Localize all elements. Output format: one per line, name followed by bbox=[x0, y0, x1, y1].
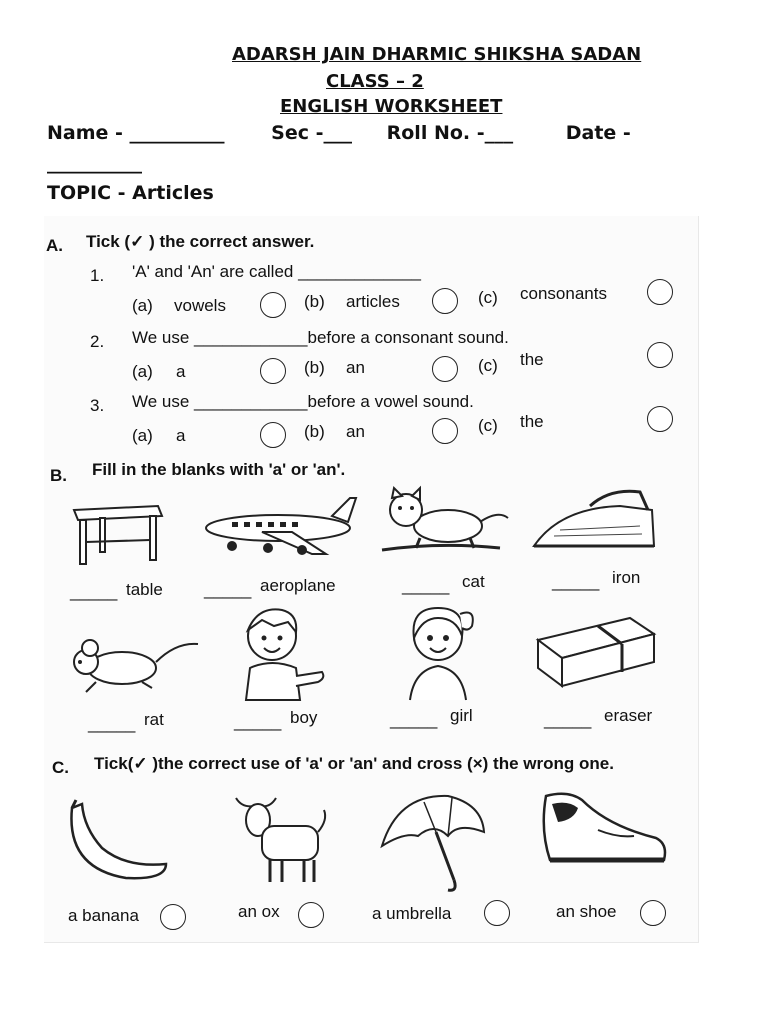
blank-line[interactable]: _____ bbox=[204, 580, 252, 599]
answer-circle[interactable] bbox=[640, 900, 666, 926]
date-label: Date - bbox=[565, 122, 631, 144]
question-text: 'A' and 'An' are called _____________ bbox=[132, 262, 421, 281]
class-title: CLASS – 2 bbox=[326, 71, 424, 92]
option-text: the bbox=[520, 412, 544, 431]
option-text: articles bbox=[346, 292, 400, 311]
ox-icon bbox=[232, 790, 332, 886]
boy-icon bbox=[238, 606, 328, 702]
phrase-label: a umbrella bbox=[372, 904, 452, 923]
option-key: (b) bbox=[304, 422, 325, 441]
instruction-text: ) the wrong one. bbox=[482, 754, 614, 773]
section-c-letter: C. bbox=[52, 758, 69, 777]
option-text: consonants bbox=[520, 284, 607, 303]
shoe-icon bbox=[538, 790, 670, 876]
option-key: (c) bbox=[478, 356, 498, 375]
option-text: an bbox=[346, 358, 365, 377]
option-text: a bbox=[176, 362, 186, 381]
word-label: eraser bbox=[604, 706, 653, 725]
instruction-text: Tick ( bbox=[86, 232, 131, 251]
cross-icon: × bbox=[472, 754, 483, 773]
instruction-text: Tick( bbox=[94, 754, 134, 773]
word-label: girl bbox=[450, 706, 473, 725]
phrase-label: an shoe bbox=[556, 902, 617, 921]
option-key: (a) bbox=[132, 362, 153, 381]
blank-line[interactable]: _____ bbox=[70, 582, 118, 601]
instruction-text: )the correct use of 'a' or 'an' and cross ( bbox=[147, 754, 473, 773]
option-text: vowels bbox=[174, 296, 226, 315]
option-key: (a) bbox=[132, 426, 153, 445]
word-label: iron bbox=[612, 568, 641, 587]
umbrella-icon bbox=[378, 792, 488, 896]
blank-line[interactable]: _____ bbox=[552, 572, 600, 591]
name-field[interactable]: Name - __________ bbox=[47, 122, 225, 144]
banana-icon bbox=[66, 798, 170, 882]
word-label: aeroplane bbox=[260, 576, 336, 595]
word-label: table bbox=[126, 580, 163, 599]
answer-circle[interactable] bbox=[647, 279, 673, 305]
word-label: rat bbox=[144, 710, 164, 729]
question-number: 2. bbox=[90, 332, 105, 351]
answer-circle[interactable] bbox=[298, 902, 324, 928]
answer-circle[interactable] bbox=[260, 292, 286, 318]
answer-circle[interactable] bbox=[260, 422, 286, 448]
blank-line[interactable]: _____ bbox=[544, 710, 592, 729]
table-icon bbox=[72, 502, 162, 568]
answer-circle[interactable] bbox=[260, 358, 286, 384]
section-a-letter: A. bbox=[46, 236, 63, 255]
question-number: 1. bbox=[90, 266, 105, 285]
aeroplane-icon bbox=[202, 498, 362, 560]
option-text: a bbox=[176, 426, 186, 445]
rat-icon bbox=[66, 632, 200, 696]
topic-label: TOPIC - Articles bbox=[47, 182, 214, 204]
answer-circle[interactable] bbox=[484, 900, 510, 926]
option-key: (b) bbox=[304, 292, 325, 311]
option-text: the bbox=[520, 350, 544, 369]
section-a-instruction bbox=[86, 232, 314, 252]
sec-field[interactable]: Sec -___ bbox=[271, 122, 352, 144]
blank-line[interactable]: _____ bbox=[402, 576, 450, 595]
tick-icon: ✓ bbox=[130, 232, 145, 251]
girl-icon bbox=[400, 602, 480, 702]
section-b-instruction: Fill in the blanks with 'a' or 'an'. bbox=[92, 460, 346, 479]
option-key: (b) bbox=[304, 358, 325, 377]
instruction-text: ) the correct answer. bbox=[144, 232, 315, 251]
phrase-label: a banana bbox=[68, 906, 139, 925]
option-key: (a) bbox=[132, 296, 153, 315]
answer-circle[interactable] bbox=[432, 356, 458, 382]
answer-circle[interactable] bbox=[160, 904, 186, 930]
date-field[interactable]: __________ bbox=[47, 152, 142, 174]
question-text: We use ____________before a vowel sound. bbox=[132, 392, 474, 411]
option-text: an bbox=[346, 422, 365, 441]
school-name: ADARSH JAIN DHARMIC SHIKSHA SADAN bbox=[232, 44, 642, 65]
cat-icon bbox=[380, 488, 510, 558]
section-c-instruction bbox=[94, 754, 614, 774]
question-text: We use ____________before a consonant sound. bbox=[132, 328, 509, 347]
word-label: boy bbox=[290, 708, 318, 727]
answer-circle[interactable] bbox=[647, 406, 673, 432]
question-number: 3. bbox=[90, 396, 105, 415]
worksheet-title: ENGLISH WORKSHEET bbox=[280, 96, 503, 117]
worksheet-sheet bbox=[44, 216, 699, 943]
answer-circle[interactable] bbox=[432, 418, 458, 444]
iron-icon bbox=[530, 486, 660, 556]
word-label: cat bbox=[462, 572, 485, 591]
student-info-row bbox=[47, 122, 631, 144]
section-b-letter: B. bbox=[50, 466, 67, 485]
roll-field[interactable]: Roll No. -___ bbox=[386, 122, 514, 144]
phrase-label: an ox bbox=[238, 902, 280, 921]
answer-circle[interactable] bbox=[647, 342, 673, 368]
blank-line[interactable]: _____ bbox=[234, 712, 282, 731]
option-key: (c) bbox=[478, 288, 498, 307]
option-key: (c) bbox=[478, 416, 498, 435]
tick-icon: ✓ bbox=[133, 754, 148, 773]
blank-line[interactable]: _____ bbox=[390, 710, 438, 729]
answer-circle[interactable] bbox=[432, 288, 458, 314]
eraser-icon bbox=[534, 612, 658, 688]
blank-line[interactable]: _____ bbox=[88, 714, 136, 733]
